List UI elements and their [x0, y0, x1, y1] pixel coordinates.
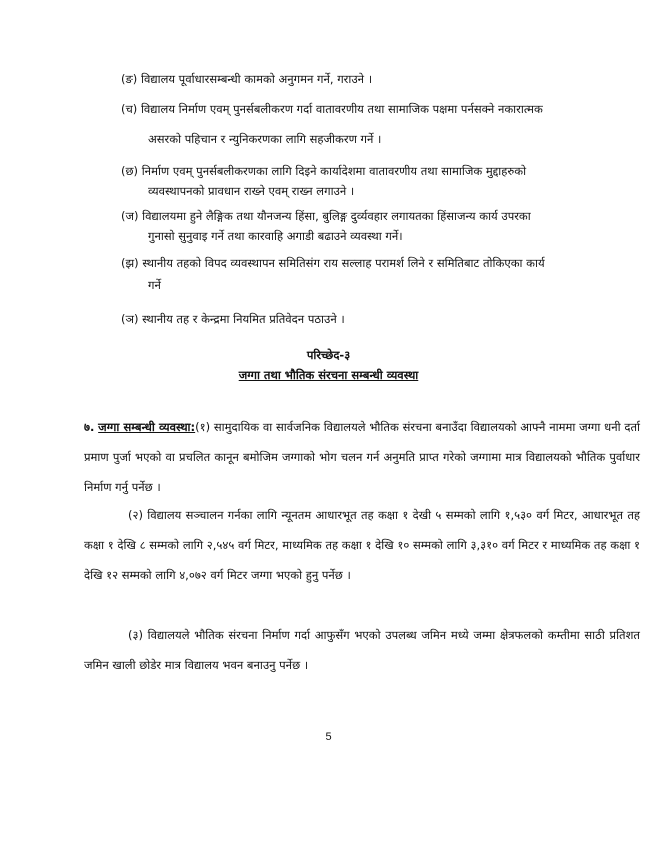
item-label: (च) — [121, 102, 138, 116]
item-label: (ङ) — [121, 72, 138, 86]
item-text: निर्माण एवम् पुनर्सबलीकरणका लागि दिइने कार्यादेशमा वातावरणीय तथा सामाजिक मुद्दाहरुको — [141, 164, 527, 178]
item-continuation: व्यवस्थापनको प्रावधान राख्ने एवम् राख्न लगाउने । — [148, 184, 355, 198]
page-number: 5 — [325, 731, 332, 743]
item-text: विद्यालय निर्माण एवम् पुनर्सबलीकरण गर्दा वातावरणीय तथा सामाजिक पक्षमा पर्नसक्ने नकारात्मक — [140, 102, 543, 116]
item-continuation: गर्ने — [148, 278, 161, 292]
chapter-number: परिच्छेद-३ — [306, 348, 351, 362]
section-heading: जग्गा सम्बन्धी व्यवस्था: — [98, 420, 196, 434]
item-label: (ञ) — [121, 312, 139, 326]
item-label: (छ) — [121, 164, 139, 178]
section-number: ७. — [84, 420, 95, 434]
chapter-title-text: जग्गा तथा भौतिक संरचना सम्बन्धी व्यवस्था — [238, 368, 419, 382]
item-text: स्थानीय तह र केन्द्रमा नियमित प्रतिवेदन पठाउने । — [142, 312, 345, 326]
item-continuation: गुनासो सुनुवाइ गर्ने तथा कारवाहि अगाडी बढाउने व्यवस्था गर्ने। — [148, 229, 403, 243]
paragraph-text: (२) विद्यालय सञ्चालन गर्नका लागि न्यूनतम आधारभूत तह कक्षा १ देखी ५ सम्मको लागि १,५३० वर्ग मिटर, आधारभूत तह कक्षा १ देखि ८ सम्मको लागि २,५४५ वर्ग मिटर, माध्यमिक तह कक्षा १ देखि १० सम्मको लागि ३,३१० वर्ग मिटर र माध्यमिक तह कक्षा १ देखि १२ सम्मको लागि ४,०७२ वर्ग मिटर जग्गा भएको हुनु पर्नेछ । — [84, 508, 640, 582]
section-paragraph-3 — [84, 620, 640, 680]
chapter-title — [0, 368, 657, 383]
list-item — [121, 306, 641, 333]
list-item — [121, 66, 641, 93]
item-text: स्थानीय तहको विपद व्यवस्थापन समितिसंग राय सल्लाह परामर्श लिने र समितिबाट तोकिएका कार्य — [142, 256, 545, 270]
item-label: (ज) — [121, 209, 139, 223]
list-item — [121, 96, 641, 123]
item-text: विद्यालयमा हुने लैङ्गिक तथा यौनजन्य हिंसा, बुलिङ्ग दुर्व्यवहार लगायतका हिंसाजन्य कार्य उपरका — [142, 209, 531, 223]
item-continuation: असरको पहिचान र न्युनिकरणका लागि सहजीकरण गर्ने । — [148, 132, 382, 146]
paragraph-text: (१) सामुदायिक वा सार्वजनिक विद्यालयले भौतिक संरचना बनाउँदा विद्यालयको आफ्नै नाममा जग्गा धनी दर्ता प्रमाण पुर्जा भएको वा प्रचलित कानून बमोजिम जग्गाको भोग चलन गर्न अनुमति प्राप्त गरेको जग्गामा मात्र विद्यालयको भौतिक पुर्वाधार निर्माण गर्नु पर्नेछ । — [84, 420, 640, 494]
section-paragraph-2 — [84, 500, 640, 590]
section-paragraph-1 — [84, 412, 640, 502]
item-text: विद्यालय पूर्वाधारसम्बन्धी कामको अनुगमन गर्ने, गराउने । — [140, 72, 373, 86]
item-label: (झ) — [121, 256, 139, 270]
paragraph-text: (३) विद्यालयले भौतिक संरचना निर्माण गर्दा आफुसँग भएको उपलब्ध जमिन मध्ये जम्मा क्षेत्रफलको कम्तीमा साठी प्रतिशत जमिन खाली छोडेर मात्र विद्यालय भवन बनाउनु पर्नेछ । — [84, 628, 640, 672]
